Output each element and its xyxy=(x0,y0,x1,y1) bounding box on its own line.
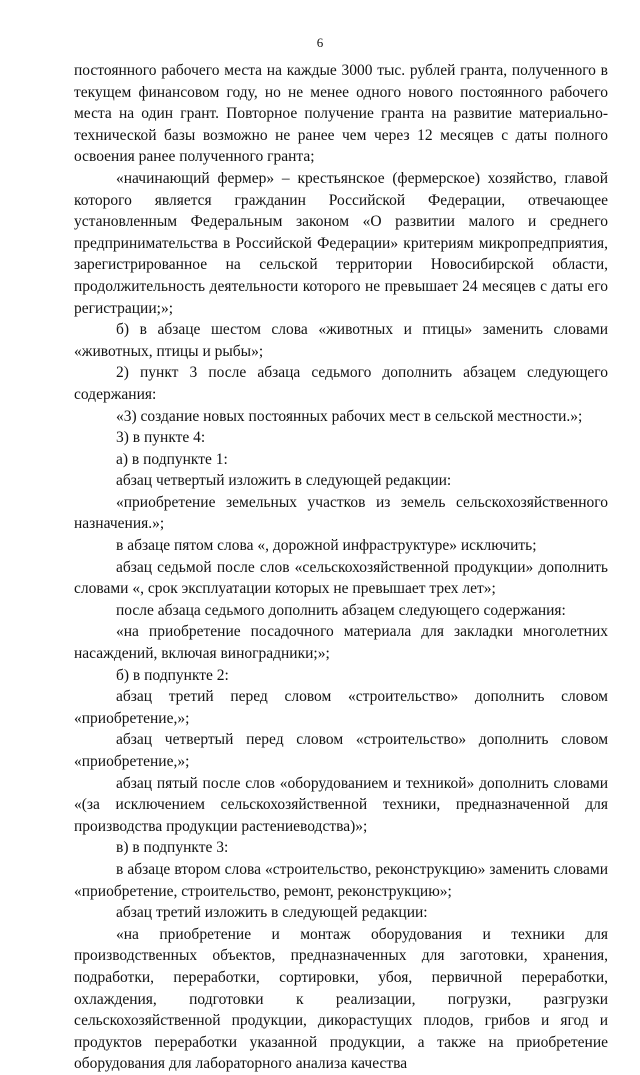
paragraph: б) в абзаце шестом слова «животных и птицы» заменить словами «животных, птицы и рыбы»; xyxy=(74,321,608,360)
paragraph: «на приобретение посадочного материала для закладки многолетних насаждений, включая виноградники;»; xyxy=(74,623,608,663)
paragraph: после абзаца седьмого дополнить абзацем следующего содержания: xyxy=(116,601,566,619)
paragraph: в) в подпункте 3: xyxy=(116,839,229,857)
paragraph: 3) в пункте 4: xyxy=(116,429,206,447)
paragraph: в абзаце пятом слова «, дорожной инфраструктуре» исключить; xyxy=(116,537,537,555)
paragraph: б) в подпункте 2: xyxy=(116,666,229,684)
paragraph: абзац третий перед словом «строительство» дополнить словом «приобретение,»; xyxy=(74,688,608,727)
paragraph: «приобретение земельных участков из земель сельскохозяйственного назначения.»; xyxy=(74,493,608,533)
paragraph: в абзаце втором слова «строительство, реконструкцию» заменить словами «приобретение, строительство, ремонт, реконструкцию»; xyxy=(74,860,608,900)
paragraph: абзац пятый после слов «оборудованием и техникой» дополнить словами «(за исключением сельскохозяйственной техники, предназначенной для производства продукции растениеводства)»; xyxy=(74,774,608,835)
page-number: 6 xyxy=(316,35,324,50)
paragraph: а) в подпункте 1: xyxy=(116,450,228,468)
paragraph: абзац четвертый перед словом «строительство» дополнить словом «приобретение,»; xyxy=(74,731,608,770)
paragraph: 2) пункт 3 после абзаца седьмого дополнить абзацем следующего содержания: xyxy=(74,364,608,403)
paragraph: «3) создание новых постоянных рабочих мест в сельской местности.»; xyxy=(116,407,583,425)
paragraph: абзац седьмой после слов «сельскохозяйственной продукции» дополнить словами «, срок эксплуатации которых не превышает трех лет»; xyxy=(74,558,608,598)
paragraph: абзац четвертый изложить в следующей редакции: xyxy=(116,472,452,490)
paragraph: «начинающий фермер» – крестьянское (фермерское) хозяйство, главой которого является гражданин Российской Федерации, отвечающее установленным Федеральным законом «О развитии малого и среднего предпринимательства в Российской Федерации» критериям микропредприятия, зарегистрированное на сельской территории Новосибирской области, продолжительность деятельности которого не превышает 24 месяцев с даты его регистрации;»; xyxy=(74,169,608,317)
paragraph: постоянного рабочего места на каждые 3000 тыс. рублей гранта, полученного в текущем финансовом году, но не менее одного нового постоянного рабочего места на один грант. Повторное получение гранта на развитие материально-технической базы возможно не ранее чем через 12 месяцев с даты полного освоения ранее полученного гранта; xyxy=(74,62,608,166)
paragraph: «на приобретение и монтаж оборудования и техники для производственных объектов, предназначенных для заготовки, хранения, подработки, переработки, сортировки, убоя, первичной переработки, охлаждения, подготовки к реализации, погрузки, разгрузки сельскохозяйственной продукции, дикорастущих плодов, грибов и ягод и продуктов переработки указанной продукции, а также на приобретение оборудования для лабораторного анализа качества xyxy=(74,925,608,1073)
document-body xyxy=(74,60,608,1075)
paragraph: абзац третий изложить в следующей редакции: xyxy=(116,904,428,922)
